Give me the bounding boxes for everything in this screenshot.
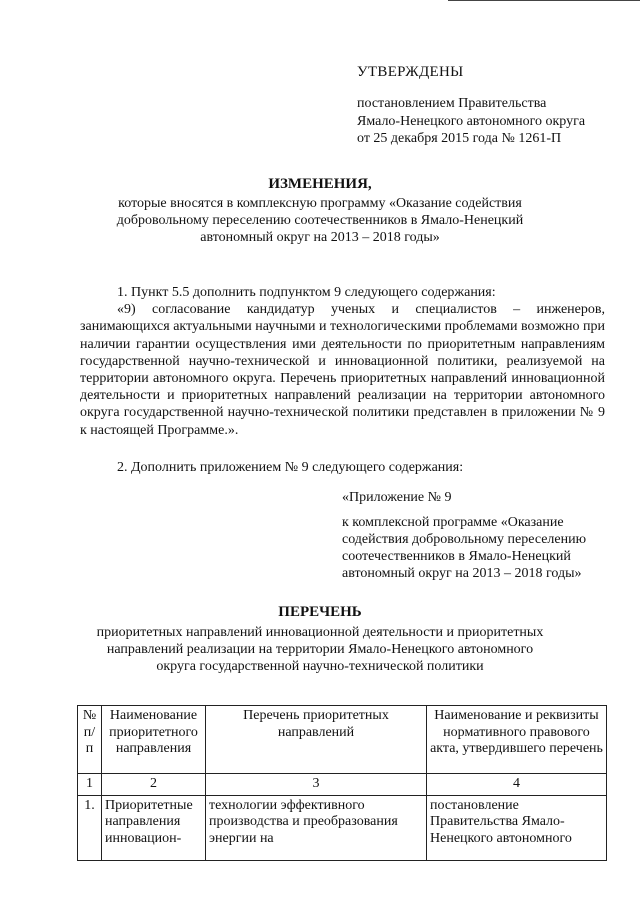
resolution-line: Ямало-Ненецкого автономного округа xyxy=(357,113,586,129)
top-edge-line xyxy=(448,0,640,1)
list-subtitle-line: округа государственной научно-технической политики xyxy=(156,659,484,674)
approval-resolution xyxy=(357,95,585,148)
item-1 xyxy=(80,284,605,439)
changes-subtitle-line: автономный округ на 2013 – 2018 годы» xyxy=(200,230,440,245)
header-number: № п/п xyxy=(78,706,102,774)
item-1-text: «9) согласование кандидатур ученых и специалистов – инженеров, занимающихся актуальными научными и технологическими проблемами возможно при наличии гарантии осуществления ими деятельности по приоритетным направлениям государственной научно-технической и инновационной политики, реализуемой на территории автономного округа. Перечень приоритетных направлений инновационной деятельности и приоритетных направлений реализации на территории автономного округа государственной научно-технической политики представлен в приложении № 9 к настоящей Программе.». xyxy=(80,302,605,438)
list-title: ПЕРЕЧЕНЬ xyxy=(278,604,362,620)
row-direction-list: технологии эффективного производства и преобразования энергии на xyxy=(206,795,427,860)
row-legal-act: постановление Правительства Ямало-Ненецкого автономного xyxy=(427,795,607,860)
priority-directions-table xyxy=(77,705,607,861)
table-column-numbers-row xyxy=(78,774,607,796)
column-number: 2 xyxy=(102,774,206,796)
list-subtitle xyxy=(0,624,640,675)
appendix-line: автономный округ на 2013 – 2018 годы» xyxy=(342,566,582,581)
changes-subtitle-line: которые вносятся в комплексную программу «Оказание содействия xyxy=(118,196,522,211)
approved-heading: УТВЕРЖДЕНЫ xyxy=(357,64,464,80)
appendix-description xyxy=(342,514,612,582)
header-direction-list: Перечень приоритетных направлений xyxy=(206,706,427,774)
row-number: 1. xyxy=(78,795,102,860)
list-subtitle-line: приоритетных направлений инновационной деятельности и приоритетных xyxy=(96,625,544,640)
header-direction-name: Наименование приоритетного направления xyxy=(102,706,206,774)
resolution-line: от 25 декабря 2015 года № 1261-П xyxy=(357,131,562,146)
row-direction-name: Приоритетные направления инновацион- xyxy=(102,795,206,860)
table-header-row xyxy=(78,706,607,774)
changes-title: ИЗМЕНЕНИЯ, xyxy=(268,176,372,192)
header-legal-act: Наименование и реквизиты нормативного правового акта, утвердившего перечень xyxy=(427,706,607,774)
item-1-intro: 1. Пункт 5.5 дополнить подпунктом 9 следующего содержания: xyxy=(117,285,496,300)
item-2: 2. Дополнить приложением № 9 следующего содержания: xyxy=(117,460,464,475)
appendix-line: к комплексной программе «Оказание xyxy=(342,515,564,530)
table-row xyxy=(78,795,607,860)
resolution-line: постановлением Правительства xyxy=(357,96,547,111)
appendix-line: содействия добровольному переселению xyxy=(342,532,587,547)
column-number: 4 xyxy=(427,774,607,796)
list-subtitle-line: направлений реализации на территории Ямало-Ненецкого автономного xyxy=(106,642,534,657)
changes-subtitle xyxy=(0,195,640,246)
column-number: 3 xyxy=(206,774,427,796)
column-number: 1 xyxy=(78,774,102,796)
appendix-line: соотечественников в Ямало-Ненецкий xyxy=(342,549,571,564)
changes-subtitle-line: добровольному переселению соотечественников в Ямало-Ненецкий xyxy=(116,213,524,228)
appendix-title: «Приложение № 9 xyxy=(342,490,452,505)
